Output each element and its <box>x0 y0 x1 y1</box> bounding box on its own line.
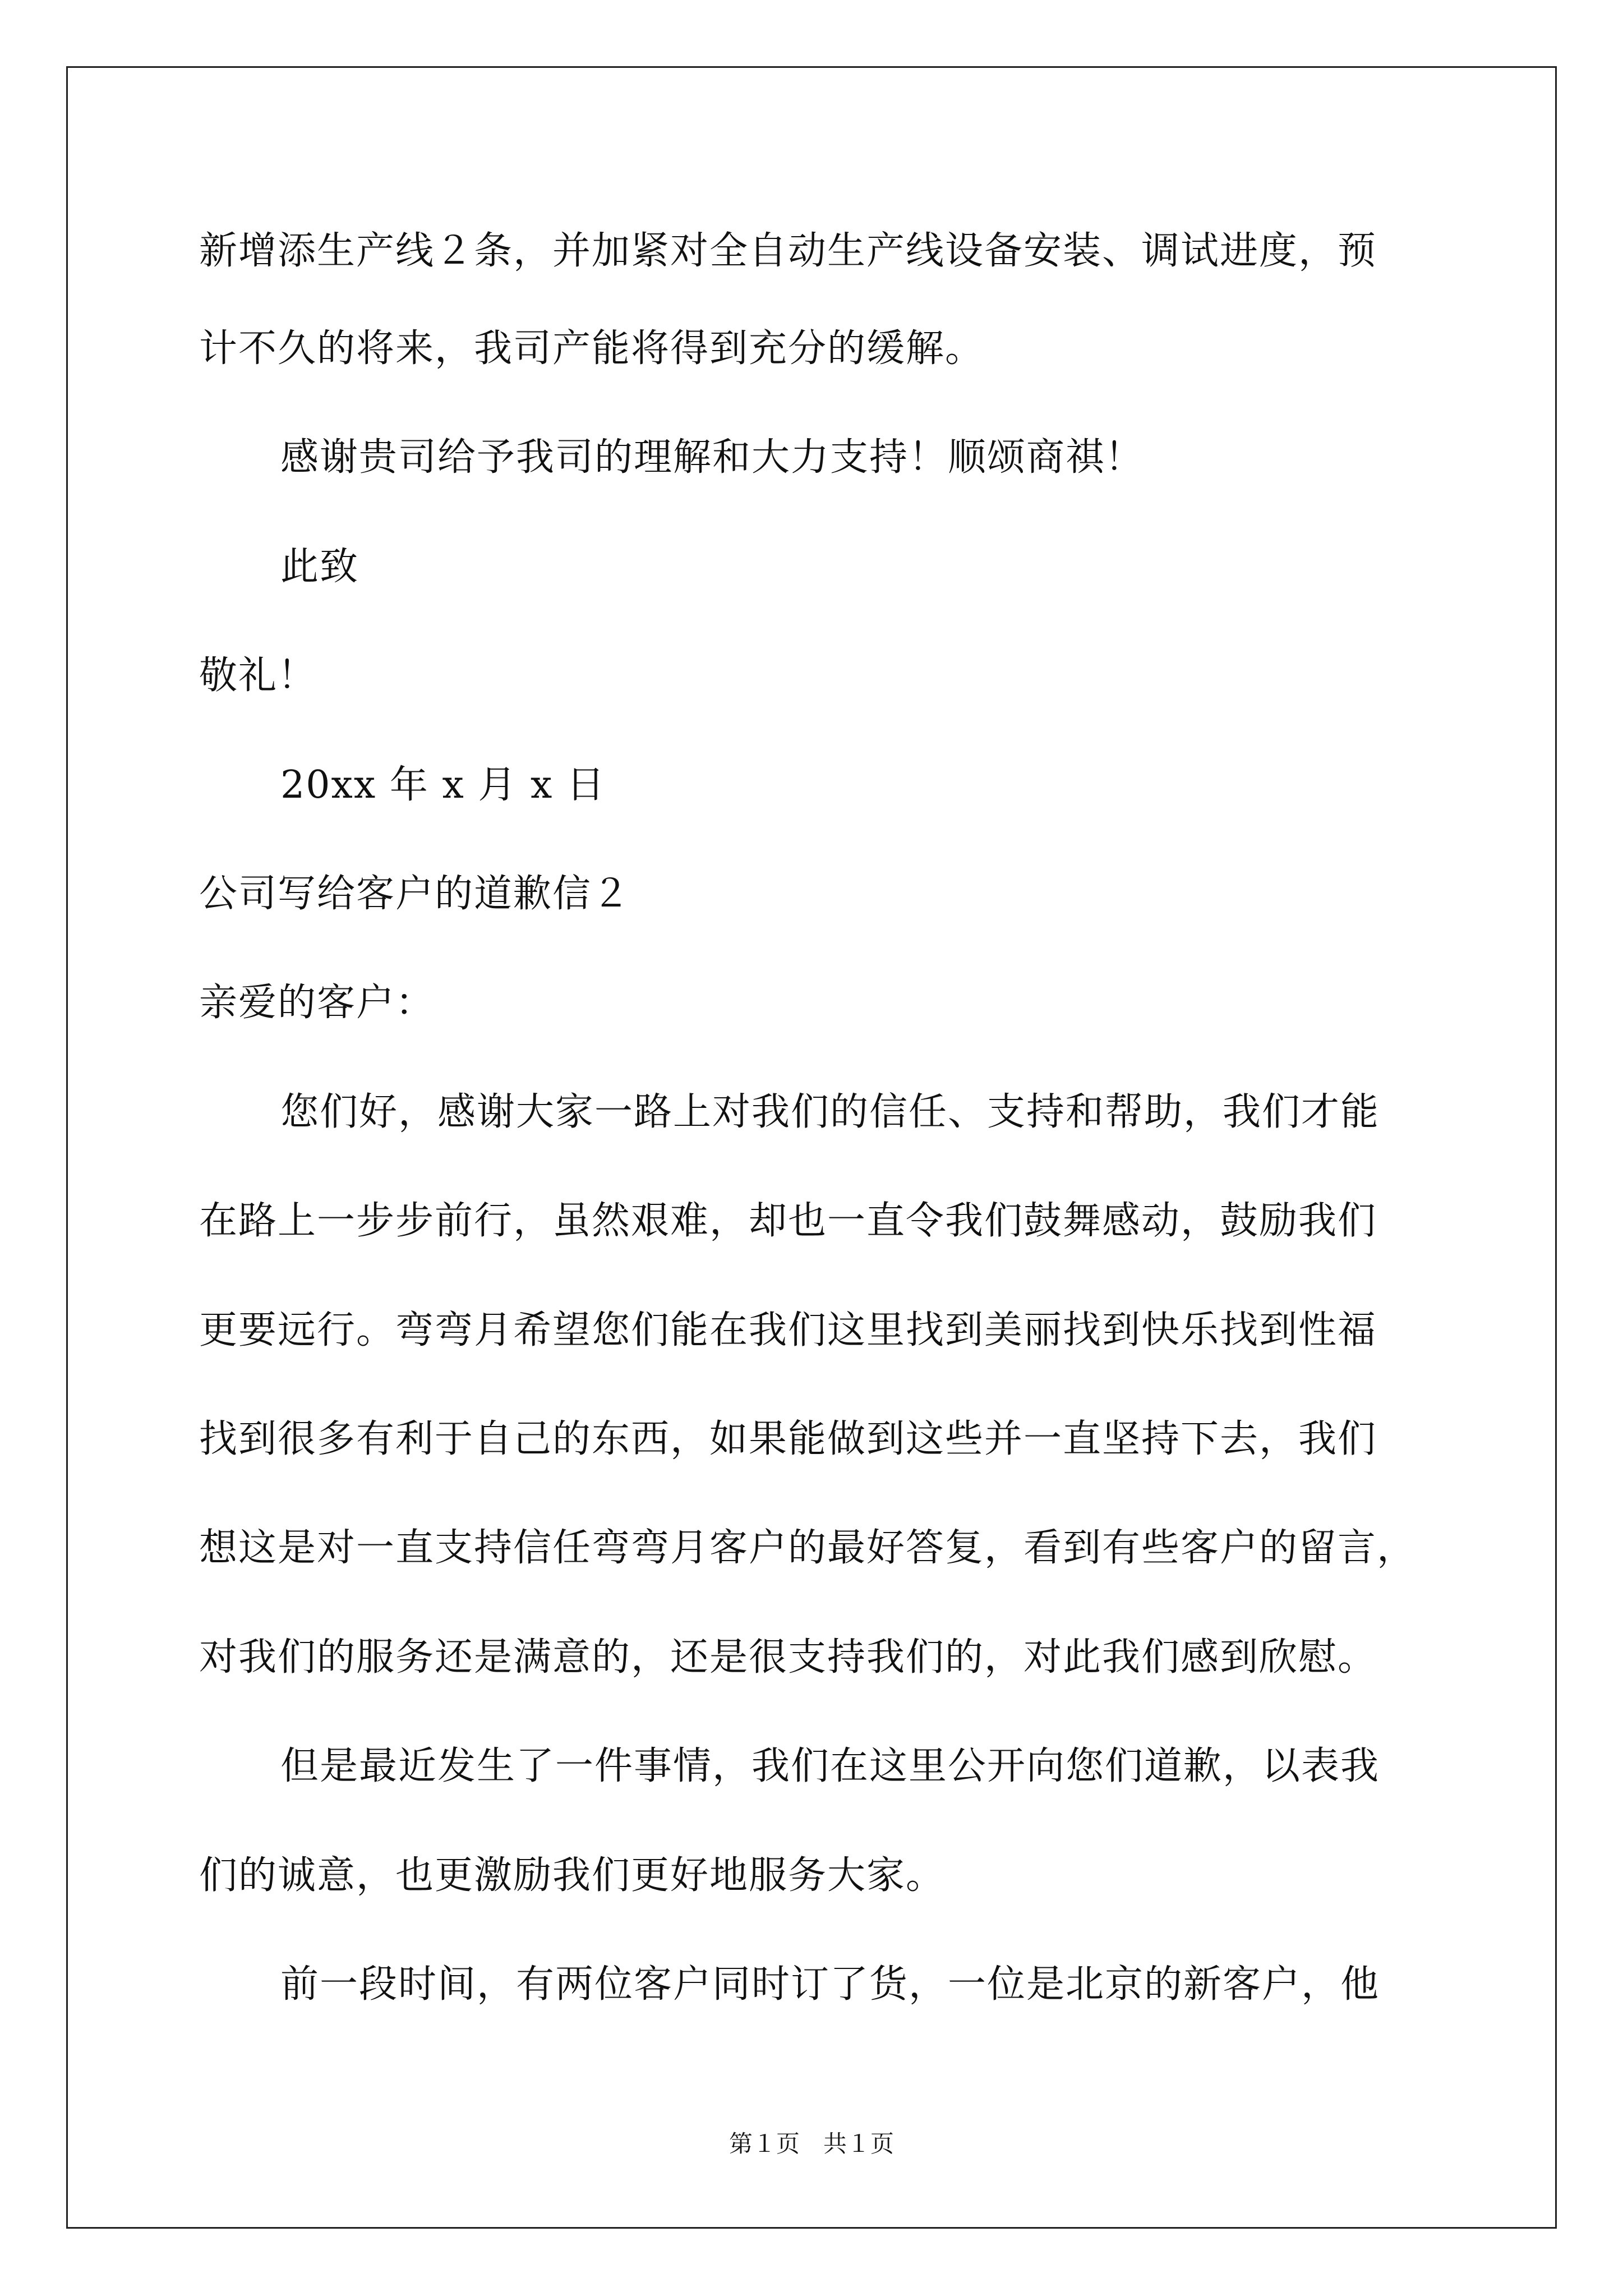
text-line: 计不久的将来，我司产能将得到充分的缓解。 <box>199 326 985 371</box>
text-line: 前一段时间，有两位客户同时订了货，一位是北京的新客户，他 <box>280 1962 1380 2007</box>
text-line: 您们好，感谢大家一路上对我们的信任、支持和帮助，我们才能 <box>280 1090 1380 1134</box>
text-line: 敬礼！ <box>199 654 317 698</box>
text-line: 但是最近发生了一件事情，我们在这里公开向您们道歉，以表我 <box>280 1744 1380 1788</box>
text-line: 新增添生产线２条，并加紧对全自动生产线设备安装、调试进度，预 <box>199 229 1377 273</box>
text-line: 在路上一步步前行，虽然艰难，却也一直令我们鼓舞感动，鼓励我们 <box>199 1199 1377 1243</box>
date-line: 20xx 年 x 月 x 日 <box>280 763 606 807</box>
text-line: 们的诚意，也更激励我们更好地服务大家。 <box>199 1853 946 1898</box>
text-line: 更要远行。弯弯月希望您们能在我们这里找到美丽找到快乐找到性福 <box>199 1308 1377 1352</box>
page-footer: 第１页 共１页 <box>728 2130 894 2157</box>
salutation: 亲爱的客户： <box>199 981 435 1025</box>
text-line: 对我们的服务还是满意的，还是很支持我们的，对此我们感到欣慰。 <box>199 1635 1377 1680</box>
text-line: 此致 <box>280 545 359 589</box>
page-border <box>66 66 1557 2229</box>
text-line: 想这是对一直支持信任弯弯月客户的最好答复，看到有些客户的留言， <box>199 1526 1417 1570</box>
section-title: 公司写给客户的道歉信２ <box>199 872 631 916</box>
text-line: 感谢贵司给予我司的理解和大力支持！顺颂商祺！ <box>280 435 1145 480</box>
text-line: 找到很多有利于自己的东西，如果能做到这些并一直坚持下去，我们 <box>199 1417 1377 1461</box>
